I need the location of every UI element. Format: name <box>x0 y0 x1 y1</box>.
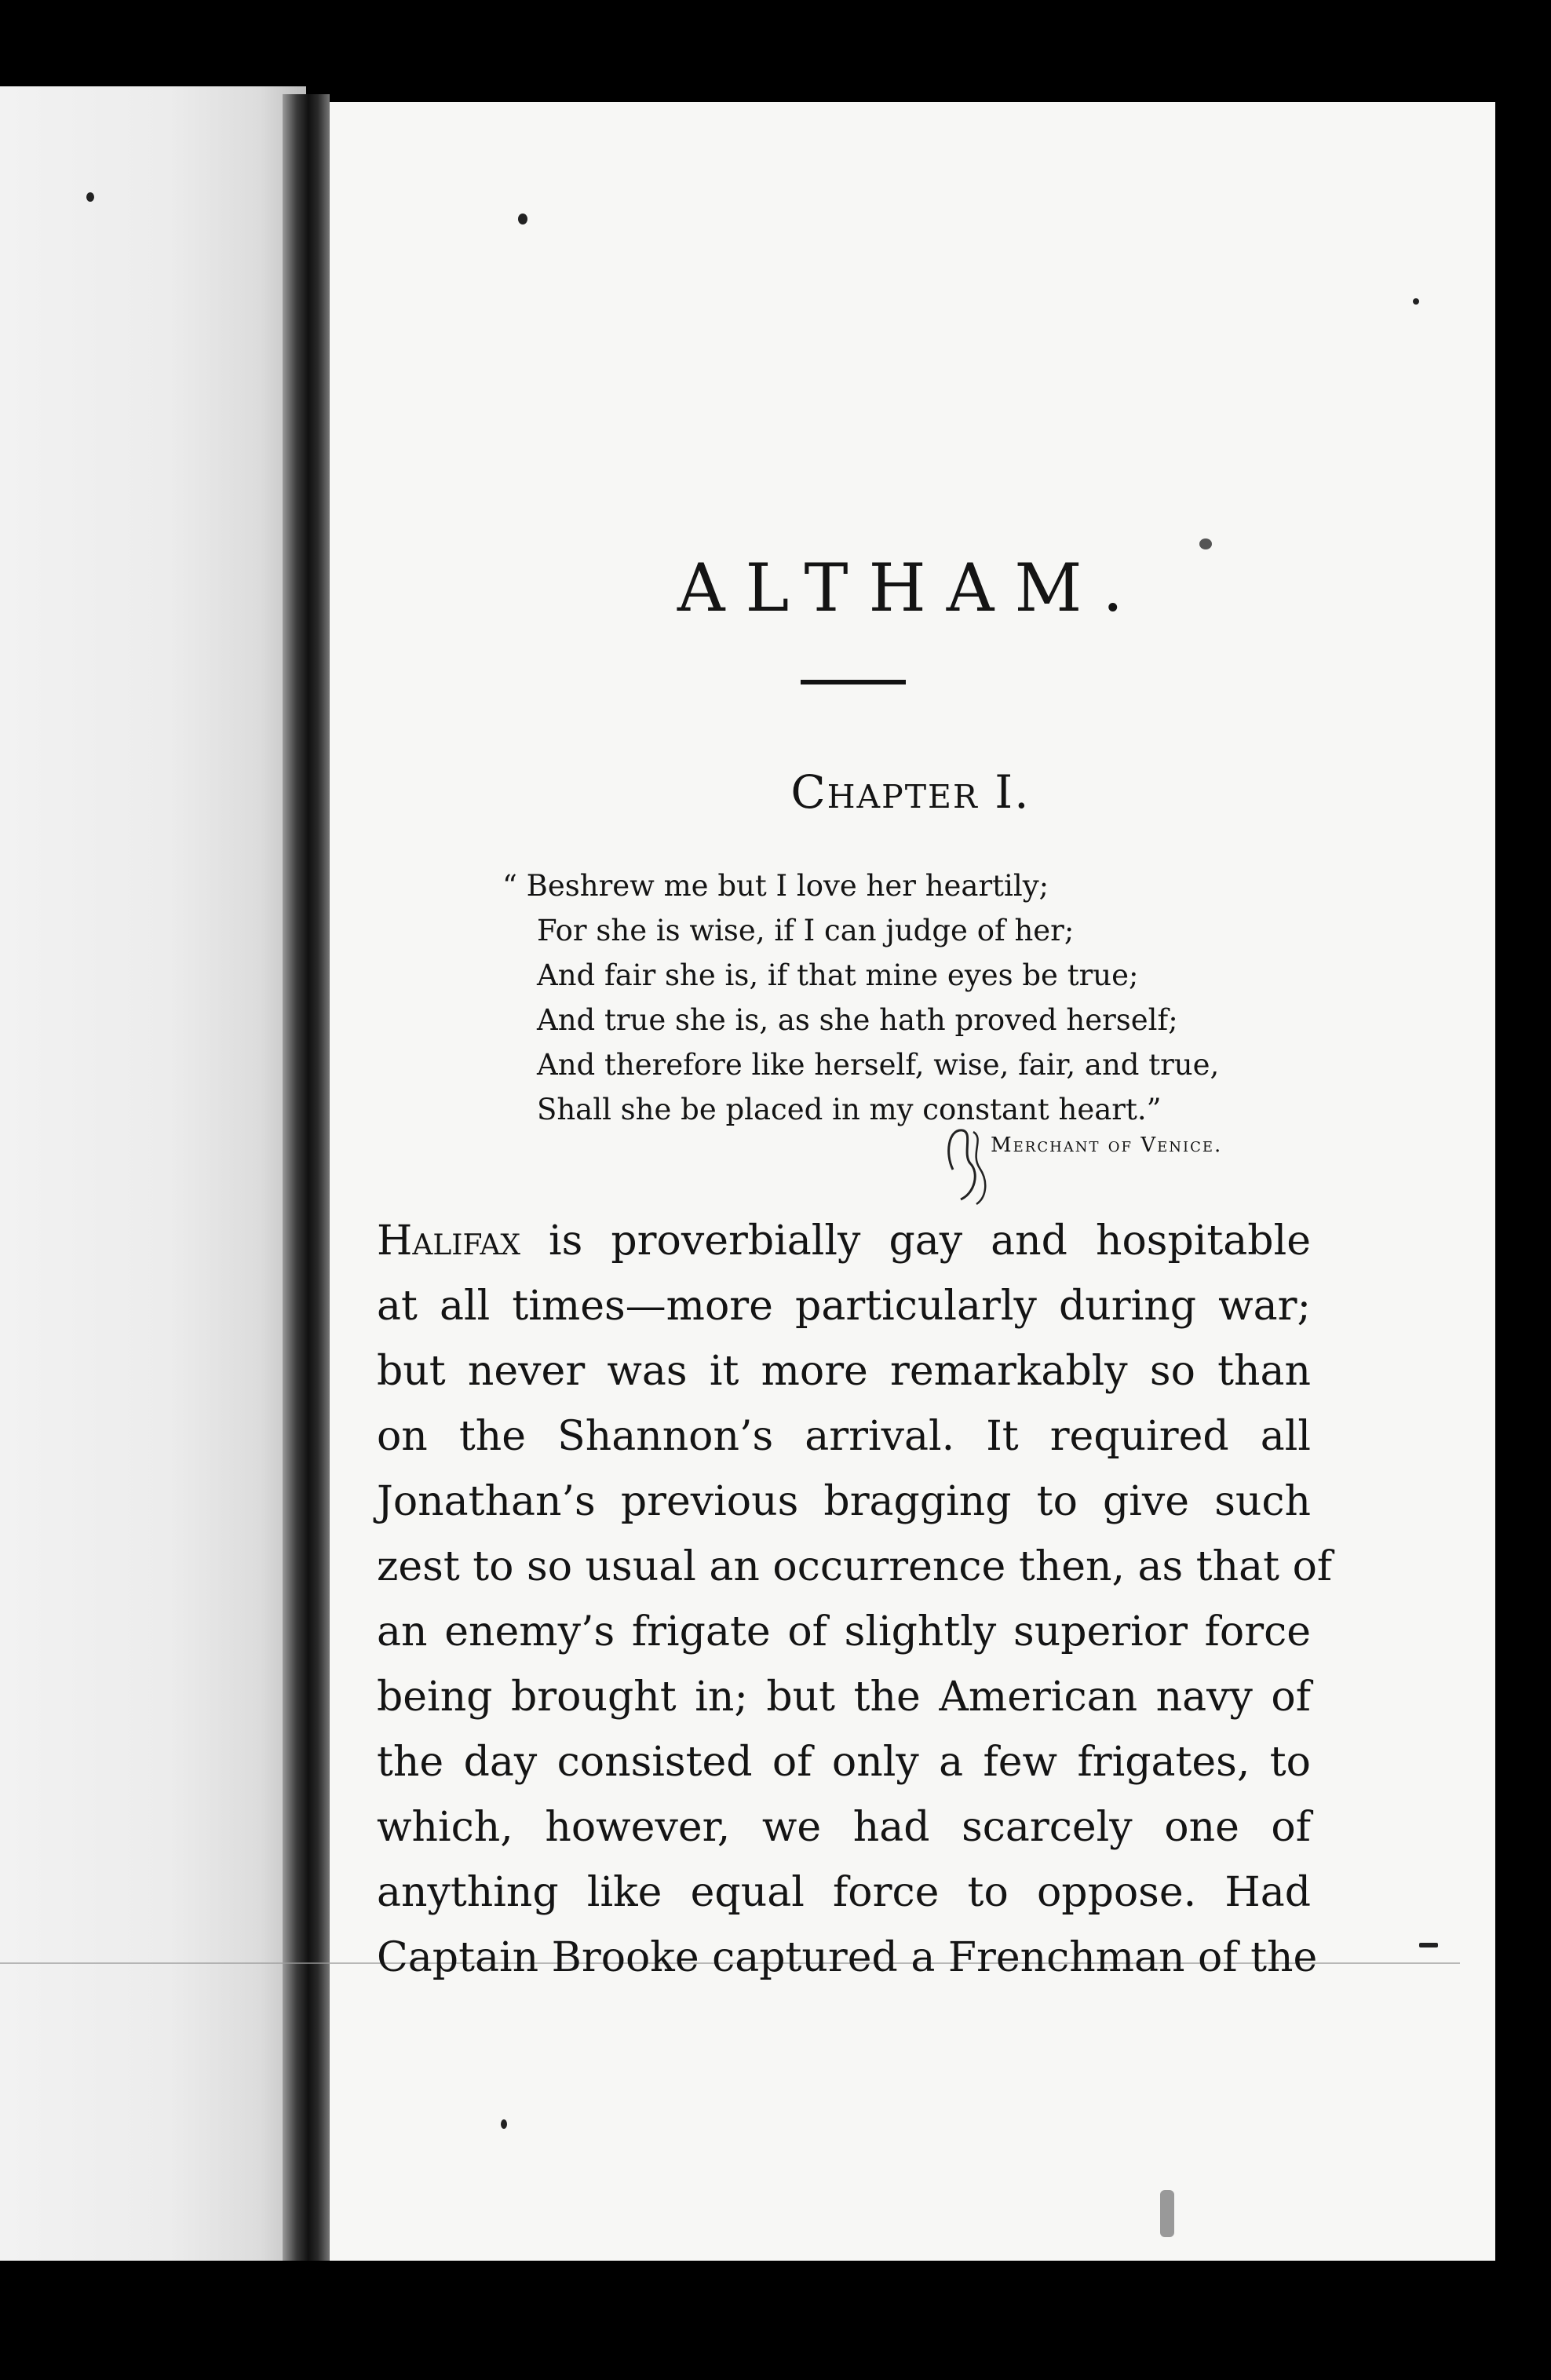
book-title: ALTHAM. <box>677 549 1144 626</box>
body-line: an enemy’s frigate of slightly superior force <box>377 1608 1311 1655</box>
chapter-heading: Chapter I. <box>790 765 1031 819</box>
ink-speck <box>1413 298 1419 305</box>
epigraph-attribution: Merchant of Venice. <box>991 1133 1223 1157</box>
facing-page-verso <box>0 78 306 2261</box>
ink-speck <box>501 2119 507 2129</box>
chapter-body <box>377 1209 1333 1991</box>
epigraph <box>502 863 1366 1132</box>
body-line: being brought in; but the American navy of <box>377 1674 1311 1721</box>
ink-speck <box>86 192 94 202</box>
epigraph-line: And therefore like herself, wise, fair, and true, <box>537 1048 1220 1082</box>
body-line <box>377 1209 1311 1274</box>
lead-word: Halifax <box>377 1217 520 1265</box>
body-line: Jonathan’s previous bragging to give such <box>377 1478 1311 1525</box>
body-line: on the Shannon’s arrival. It required all <box>377 1413 1311 1460</box>
epigraph-line: “ Beshrew me but I love her heartily; <box>502 869 1049 903</box>
scan-border-top <box>0 0 1551 86</box>
epigraph-line: And true she is, as she hath proved herself; <box>537 1003 1178 1037</box>
ink-speck <box>1160 2190 1174 2237</box>
epigraph-line: For she is wise, if I can judge of her; <box>537 914 1075 947</box>
epigraph-line: Shall she be placed in my constant heart.” <box>537 1093 1162 1126</box>
body-line: anything like equal force to oppose. Had <box>377 1869 1311 1916</box>
epigraph-line: And fair she is, if that mine eyes be true; <box>537 958 1139 992</box>
ink-speck <box>518 214 527 224</box>
body-line: at all times—more particularly during war; <box>377 1283 1311 1330</box>
body-line: the day consisted of only a few frigates, to <box>377 1739 1311 1786</box>
body-line: Captain Brooke captured a Frenchman of the <box>377 1934 1318 1981</box>
body-line: which, however, we had scarcely one of <box>377 1804 1311 1851</box>
ink-speck <box>1199 538 1212 549</box>
scan-border-bottom <box>0 2261 1551 2380</box>
ink-speck <box>1419 1943 1438 1947</box>
body-line: but never was it more remarkably so than <box>377 1348 1311 1395</box>
binding-gutter-shadow <box>283 94 330 2261</box>
scan-border-right <box>1495 102 1551 2300</box>
body-line: zest to so usual an occurrence then, as that of <box>377 1543 1333 1590</box>
body-line-text: is proverbially gay and hospitable <box>520 1217 1311 1265</box>
title-rule <box>801 680 906 684</box>
